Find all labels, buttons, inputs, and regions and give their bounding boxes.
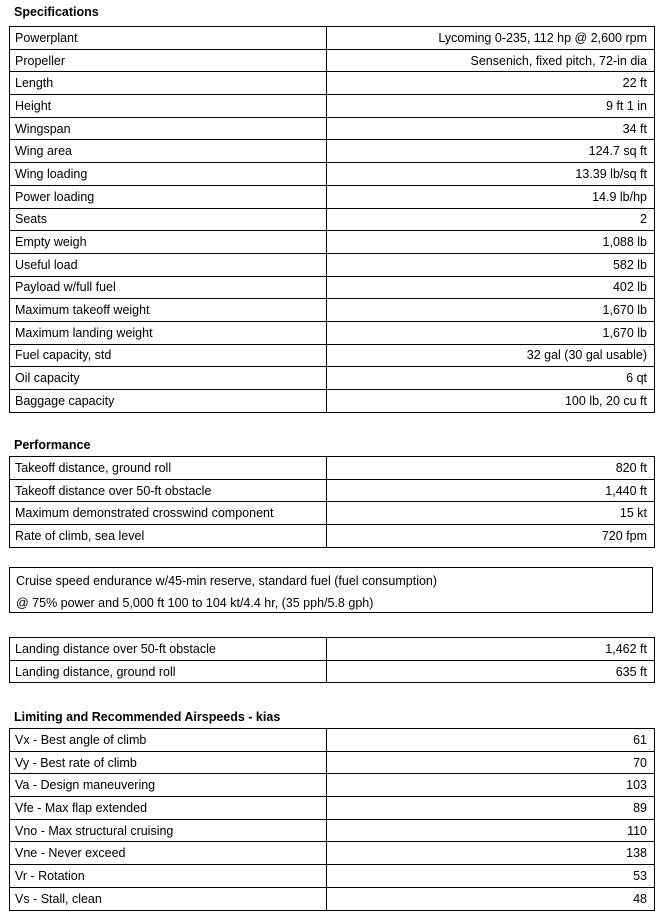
airspeeds-heading: Limiting and Recommended Airspeeds - kias [14,710,281,724]
row-label: Maximum demonstrated crosswind component [10,502,327,525]
table-row [10,276,655,299]
table-row [10,729,655,752]
table-row [10,842,655,865]
table-row [10,253,655,276]
cruise-speed-line-2: @ 75% power and 5,000 ft 100 to 104 kt/4.4 hr, (35 pph/5.8 gph) [16,596,374,610]
row-value: 820 ft [327,457,655,480]
table-row [10,231,655,254]
row-value: 89 [327,797,655,820]
row-label: Takeoff distance over 50-ft obstacle [10,479,327,502]
row-label: Useful load [10,253,327,276]
row-value: Sensenich, fixed pitch, 72-in dia [327,49,655,72]
table-row [10,865,655,888]
row-value: 15 kt [327,502,655,525]
table-row [10,819,655,842]
row-label: Va - Design maneuvering [10,774,327,797]
row-label: Vfe - Max flap extended [10,797,327,820]
row-value: 635 ft [327,660,655,683]
specifications-table [9,26,655,413]
row-label: Vno - Max structural cruising [10,819,327,842]
airspeeds-table [9,728,655,911]
row-value: 402 lb [327,276,655,299]
row-value: 32 gal (30 gal usable) [327,344,655,367]
row-label: Empty weigh [10,231,327,254]
row-label: Maximum takeoff weight [10,299,327,322]
row-label: Vr - Rotation [10,865,327,888]
row-label: Height [10,95,327,118]
table-row [10,185,655,208]
table-row [10,72,655,95]
row-value: 1,670 lb [327,299,655,322]
table-row [10,321,655,344]
table-row [10,208,655,231]
table-row [10,390,655,413]
table-row [10,49,655,72]
row-label: Landing distance over 50-ft obstacle [10,638,327,661]
row-label: Length [10,72,327,95]
row-label: Takeoff distance, ground roll [10,457,327,480]
cruise-speed-box [9,567,653,613]
table-row [10,367,655,390]
row-label: Vy - Best rate of climb [10,751,327,774]
row-value: 103 [327,774,655,797]
table-row [10,117,655,140]
row-value: 1,088 lb [327,231,655,254]
table-row [10,638,655,661]
row-label: Wing area [10,140,327,163]
row-value: 48 [327,887,655,910]
row-label: Wingspan [10,117,327,140]
row-value: 70 [327,751,655,774]
landing-table [9,637,655,683]
table-row [10,479,655,502]
table-row [10,299,655,322]
table-row [10,95,655,118]
row-value: 582 lb [327,253,655,276]
row-value: 1,440 ft [327,479,655,502]
row-label: Wing loading [10,163,327,186]
row-label: Vne - Never exceed [10,842,327,865]
row-value: 22 ft [327,72,655,95]
table-row [10,140,655,163]
row-label: Vs - Stall, clean [10,887,327,910]
row-value: 124.7 sq ft [327,140,655,163]
table-row [10,27,655,50]
row-value: 53 [327,865,655,888]
row-label: Fuel capacity, std [10,344,327,367]
row-value: 1,462 ft [327,638,655,661]
row-label: Vx - Best angle of climb [10,729,327,752]
row-value: 14.9 lb/hp [327,185,655,208]
table-row [10,457,655,480]
performance-table [9,456,655,548]
row-value: 34 ft [327,117,655,140]
row-label: Landing distance, ground roll [10,660,327,683]
row-value: 110 [327,819,655,842]
row-label: Seats [10,208,327,231]
row-label: Rate of climb, sea level [10,525,327,548]
row-value: 138 [327,842,655,865]
row-value: 6 qt [327,367,655,390]
table-row [10,887,655,910]
table-row [10,163,655,186]
row-label: Oil capacity [10,367,327,390]
table-row [10,525,655,548]
table-row [10,502,655,525]
row-label: Power loading [10,185,327,208]
row-label: Baggage capacity [10,390,327,413]
row-label: Powerplant [10,27,327,50]
row-value: Lycoming 0-235, 112 hp @ 2,600 rpm [327,27,655,50]
row-value: 13.39 lb/sq ft [327,163,655,186]
table-row [10,797,655,820]
table-row [10,344,655,367]
row-value: 720 fpm [327,525,655,548]
row-value: 9 ft 1 in [327,95,655,118]
specifications-heading: Specifications [14,5,99,19]
row-value: 61 [327,729,655,752]
row-value: 1,670 lb [327,321,655,344]
performance-heading: Performance [14,438,91,452]
row-label: Maximum landing weight [10,321,327,344]
row-label: Payload w/full fuel [10,276,327,299]
row-label: Propeller [10,49,327,72]
cruise-speed-line-1: Cruise speed endurance w/45-min reserve, standard fuel (fuel consumption) [16,574,438,588]
row-value: 100 lb, 20 cu ft [327,390,655,413]
row-value: 2 [327,208,655,231]
table-row [10,751,655,774]
table-row [10,774,655,797]
table-row [10,660,655,683]
